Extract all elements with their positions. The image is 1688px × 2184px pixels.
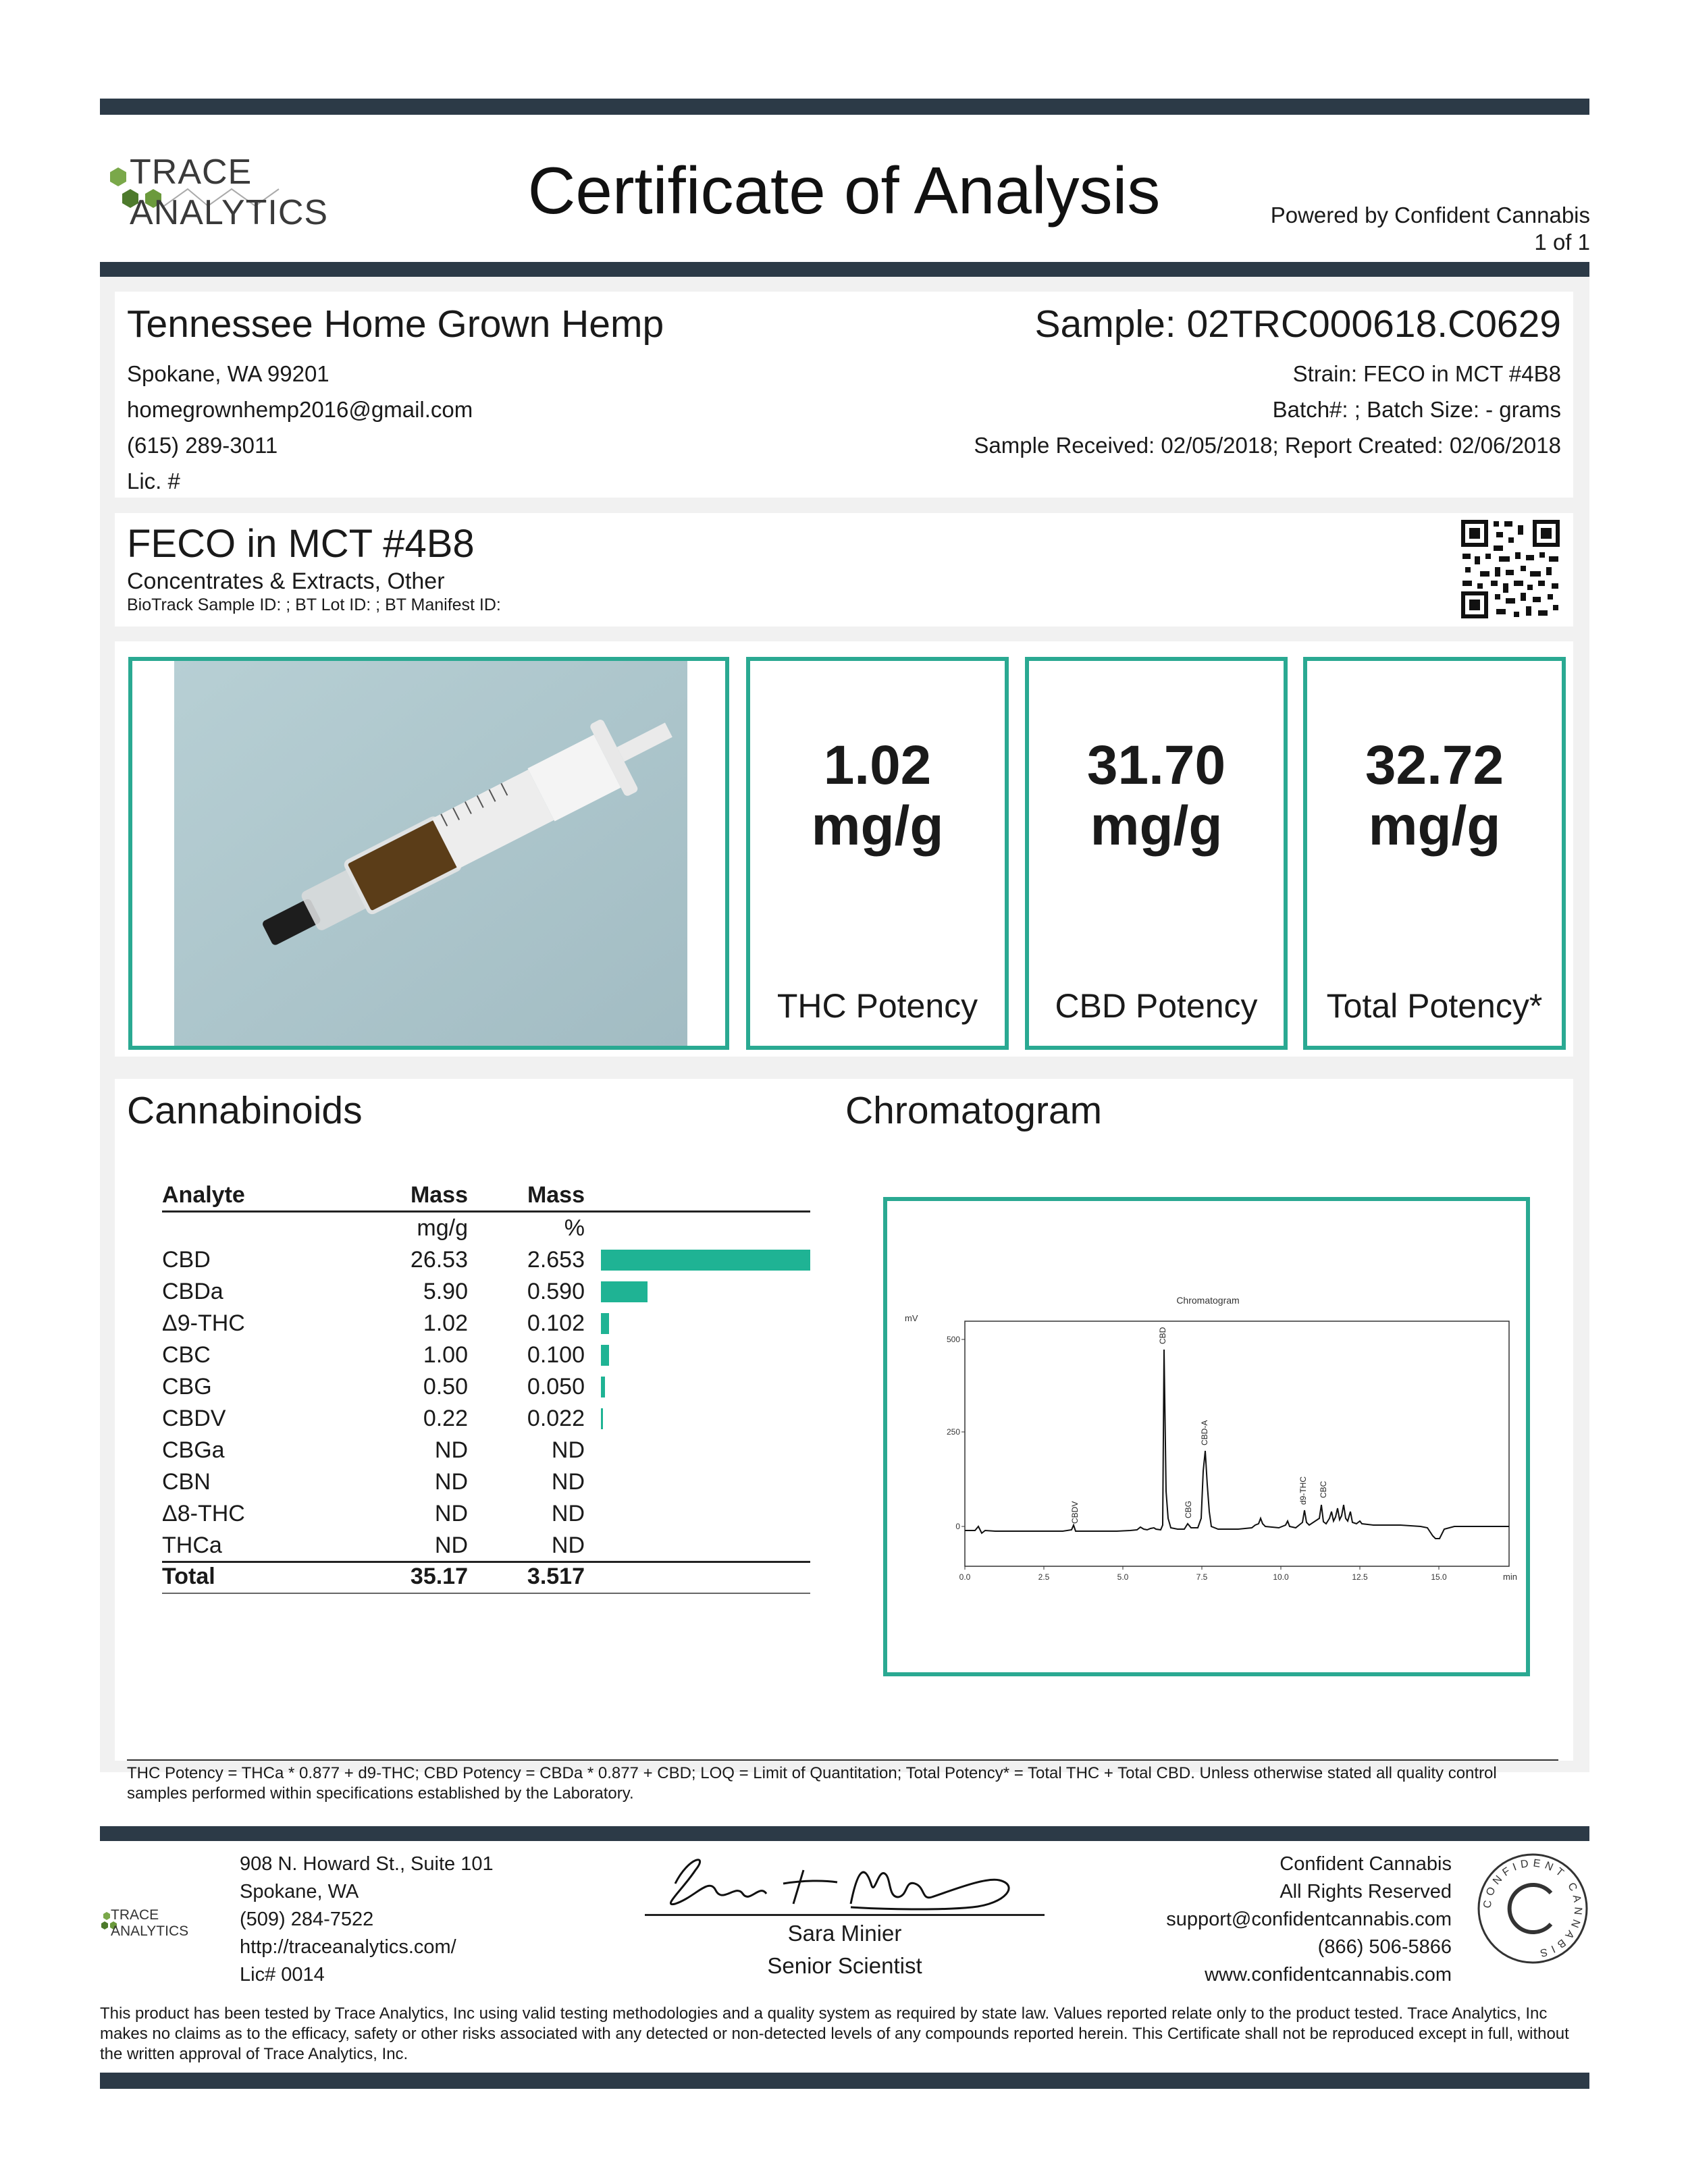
lab-city: Spokane, WA <box>240 1881 359 1902</box>
potency-value: 1.02 <box>823 735 932 796</box>
sample-photo-frame <box>128 657 729 1050</box>
mass-pct: ND <box>551 1469 585 1495</box>
chromatogram-trace <box>965 1350 1509 1539</box>
table-row <box>162 1308 810 1339</box>
x-tick-label: 2.5 <box>1038 1572 1050 1582</box>
signature-line <box>645 1914 1045 1916</box>
total-label: Total <box>162 1564 215 1589</box>
chromatogram-frame <box>883 1197 1530 1676</box>
potency-label: Total Potency* <box>1326 987 1543 1025</box>
analyte-name: CBD <box>162 1247 211 1273</box>
plot-title: Chromatogram <box>1176 1295 1240 1306</box>
product-category: Concentrates & Extracts, Other <box>127 568 445 594</box>
total-bottom-rule <box>162 1593 810 1594</box>
analyte-name: CBGa <box>162 1437 225 1463</box>
mass-mg: 0.50 <box>423 1374 468 1400</box>
total-mass-mg: 35.17 <box>410 1564 468 1589</box>
mass-pct: 0.100 <box>527 1342 585 1368</box>
potency-label: CBD Potency <box>1055 987 1258 1025</box>
bottom-bar <box>100 2073 1589 2089</box>
cc-email: support@confidentcannabis.com <box>1166 1909 1452 1930</box>
table-units <box>162 1213 810 1244</box>
table-row <box>162 1371 810 1403</box>
mass-mg: 0.22 <box>423 1406 468 1431</box>
footer-trace-logo <box>100 1907 235 1939</box>
mass-pct: ND <box>551 1437 585 1463</box>
lab-license: Lic# 0014 <box>240 1964 325 1986</box>
cc-url: www.confidentcannabis.com <box>1205 1964 1452 1986</box>
lab-address: 908 N. Howard St., Suite 101 <box>240 1853 494 1875</box>
mass-mg: ND <box>434 1469 468 1495</box>
analyte-name: CBN <box>162 1469 211 1495</box>
x-tick-label: 5.0 <box>1117 1572 1129 1582</box>
seal-text: CONFIDENT CANNABIS <box>1481 1857 1584 1960</box>
footnote-rule <box>127 1759 1558 1761</box>
x-tick-label: 0.0 <box>959 1572 971 1582</box>
potency-unit: mg/g <box>1090 795 1223 857</box>
disclaimer: This product has been tested by Trace Analytics, Inc using valid testing methodologies and a quality system as required by state law. Values reported relate only to the product tested. Trace Analytics, Inc makes no claims as to the efficacy, safety or other risks associated with any detected or non-detected levels of any compounds reported herein. This Certificate shall not be reproduced except in full, without the written approval of Trace Analytics, Inc. <box>100 2004 1569 2063</box>
sample-strain: Strain: FECO in MCT #4B8 <box>1292 361 1561 386</box>
header-bar <box>100 262 1589 277</box>
client-city: Spokane, WA 99201 <box>127 361 329 386</box>
peak-label: CBG <box>1184 1500 1193 1518</box>
lab-phone: (509) 284-7522 <box>240 1909 374 1930</box>
client-panel <box>115 292 1573 498</box>
mass-pct: 0.050 <box>527 1374 585 1400</box>
table-row <box>162 1498 810 1530</box>
mass-bar <box>601 1408 603 1429</box>
table-row <box>162 1244 810 1276</box>
client-email: homegrownhemp2016@gmail.com <box>127 397 473 422</box>
trace-logo <box>100 152 424 232</box>
svg-text:CONFIDENT CANNABIS <box>1482 1857 1584 1959</box>
table-row <box>162 1435 810 1466</box>
mass-bar <box>601 1313 609 1334</box>
qr-code-icon <box>1460 518 1561 620</box>
table-total-row <box>162 1561 810 1593</box>
sample-batch: Batch#: ; Batch Size: - grams <box>1272 397 1561 422</box>
biotrack-ids: BioTrack Sample ID: ; BT Lot ID: ; BT Manifest ID: <box>127 595 501 614</box>
analyte-name: CBC <box>162 1342 211 1368</box>
client-phone: (615) 289-3011 <box>127 433 278 458</box>
logo-text: TRACE ANALYTICS <box>130 153 329 232</box>
peak-label: CBD <box>1158 1327 1167 1344</box>
mass-mg: 1.00 <box>423 1342 468 1368</box>
powered-by: Powered by Confident Cannabis <box>1270 203 1590 228</box>
table-row <box>162 1466 810 1498</box>
product-name: FECO in MCT #4B8 <box>127 522 475 566</box>
potency-value: 31.70 <box>1086 735 1226 796</box>
signature <box>648 1843 1040 1917</box>
client-name: Tennessee Home Grown Hemp <box>127 302 664 346</box>
analyte-name: CBDa <box>162 1279 223 1304</box>
cannabinoids-title: Cannabinoids <box>127 1089 363 1132</box>
signatory-name: Sara Minier <box>787 1921 902 1946</box>
table-row <box>162 1276 810 1308</box>
mass-mg: ND <box>434 1437 468 1463</box>
chromatogram-title: Chromatogram <box>845 1089 1103 1132</box>
table-header <box>162 1179 810 1211</box>
y-tick-label: 500 <box>946 1335 960 1344</box>
footer-logo-text: TRACE ANALYTICS <box>111 1907 189 1939</box>
analyte-name: CBDV <box>162 1406 226 1431</box>
header-mass-mg: Mass <box>410 1182 468 1208</box>
thc-potency-card <box>746 657 1009 1050</box>
mass-pct: 0.102 <box>527 1310 585 1336</box>
page-number: 1 of 1 <box>1534 230 1590 255</box>
mass-pct: ND <box>551 1501 585 1526</box>
mass-mg: 1.02 <box>423 1310 468 1336</box>
chromatogram-plot <box>887 1201 1526 1672</box>
lab-url: http://traceanalytics.com/ <box>240 1936 456 1958</box>
x-tick-label: 10.0 <box>1273 1572 1289 1582</box>
peak-label: CBC <box>1319 1481 1328 1498</box>
table-row <box>162 1403 810 1435</box>
header-mass-pct: Mass <box>527 1182 585 1208</box>
header-analyte: Analyte <box>162 1182 245 1208</box>
sample-dates: Sample Received: 02/05/2018; Report Created: 02/06/2018 <box>974 433 1561 458</box>
client-license: Lic. # <box>127 469 180 494</box>
x-tick-label: 7.5 <box>1196 1572 1208 1582</box>
x-unit: min <box>1503 1572 1517 1582</box>
potency-label: THC Potency <box>776 987 978 1025</box>
mass-bar <box>601 1281 648 1302</box>
signature-scribble <box>648 1843 1040 1917</box>
analyte-name: THCa <box>162 1533 222 1558</box>
mass-pct: 0.022 <box>527 1406 585 1431</box>
unit-mg-g: mg/g <box>417 1215 468 1241</box>
confident-cannabis-seal-icon <box>1475 1851 1590 1966</box>
table-row <box>162 1530 810 1562</box>
mass-pct: ND <box>551 1533 585 1558</box>
footnote: THC Potency = THCa * 0.877 + d9-THC; CBD Potency = CBDa * 0.877 + CBD; LOQ = Limit of Quantitation; Total Potency* = Total THC + Total CBD. Unless otherwise stated all quality control samples performed within specifications established by the Laboratory. <box>127 1764 1497 1803</box>
analyte-name: CBG <box>162 1374 212 1400</box>
mass-bar <box>601 1250 810 1271</box>
footer-bar <box>100 1826 1589 1841</box>
peak-label: CBDV <box>1070 1501 1080 1524</box>
total-mass-pct: 3.517 <box>527 1564 585 1589</box>
mass-pct: 2.653 <box>527 1247 585 1273</box>
potency-value: 32.72 <box>1365 735 1504 796</box>
mass-bar <box>601 1377 605 1397</box>
mass-mg: ND <box>434 1501 468 1526</box>
peak-label: CBD-A <box>1200 1420 1209 1445</box>
table-row <box>162 1339 810 1371</box>
cbd-potency-card <box>1025 657 1288 1050</box>
x-tick-label: 15.0 <box>1431 1572 1447 1582</box>
sample-id: Sample: 02TRC000618.C0629 <box>1034 302 1561 346</box>
mass-mg: 26.53 <box>410 1247 468 1273</box>
syringe-photo <box>174 661 687 1046</box>
unit-pct: % <box>564 1215 585 1241</box>
page-title: Certificate of Analysis <box>527 153 1161 228</box>
total-potency-card <box>1303 657 1566 1050</box>
cc-phone: (866) 506-5866 <box>1317 1936 1452 1958</box>
top-bar <box>100 99 1589 115</box>
potency-unit: mg/g <box>1368 795 1501 857</box>
y-unit: mV <box>905 1313 918 1323</box>
y-tick-label: 250 <box>946 1427 960 1437</box>
mass-bar <box>601 1345 609 1366</box>
peak-label: d9-THC <box>1298 1476 1308 1505</box>
analyte-name: Δ9-THC <box>162 1310 245 1336</box>
cc-rights: All Rights Reserved <box>1280 1881 1452 1902</box>
mass-mg: 5.90 <box>423 1279 468 1304</box>
analyte-name: Δ8-THC <box>162 1501 245 1526</box>
signatory-title: Senior Scientist <box>767 1953 922 1978</box>
y-tick-label: 0 <box>955 1522 960 1531</box>
mass-pct: 0.590 <box>527 1279 585 1304</box>
cc-name: Confident Cannabis <box>1280 1853 1452 1875</box>
x-tick-label: 12.5 <box>1352 1572 1368 1582</box>
mass-mg: ND <box>434 1533 468 1558</box>
potency-unit: mg/g <box>811 795 944 857</box>
product-panel <box>115 513 1573 627</box>
